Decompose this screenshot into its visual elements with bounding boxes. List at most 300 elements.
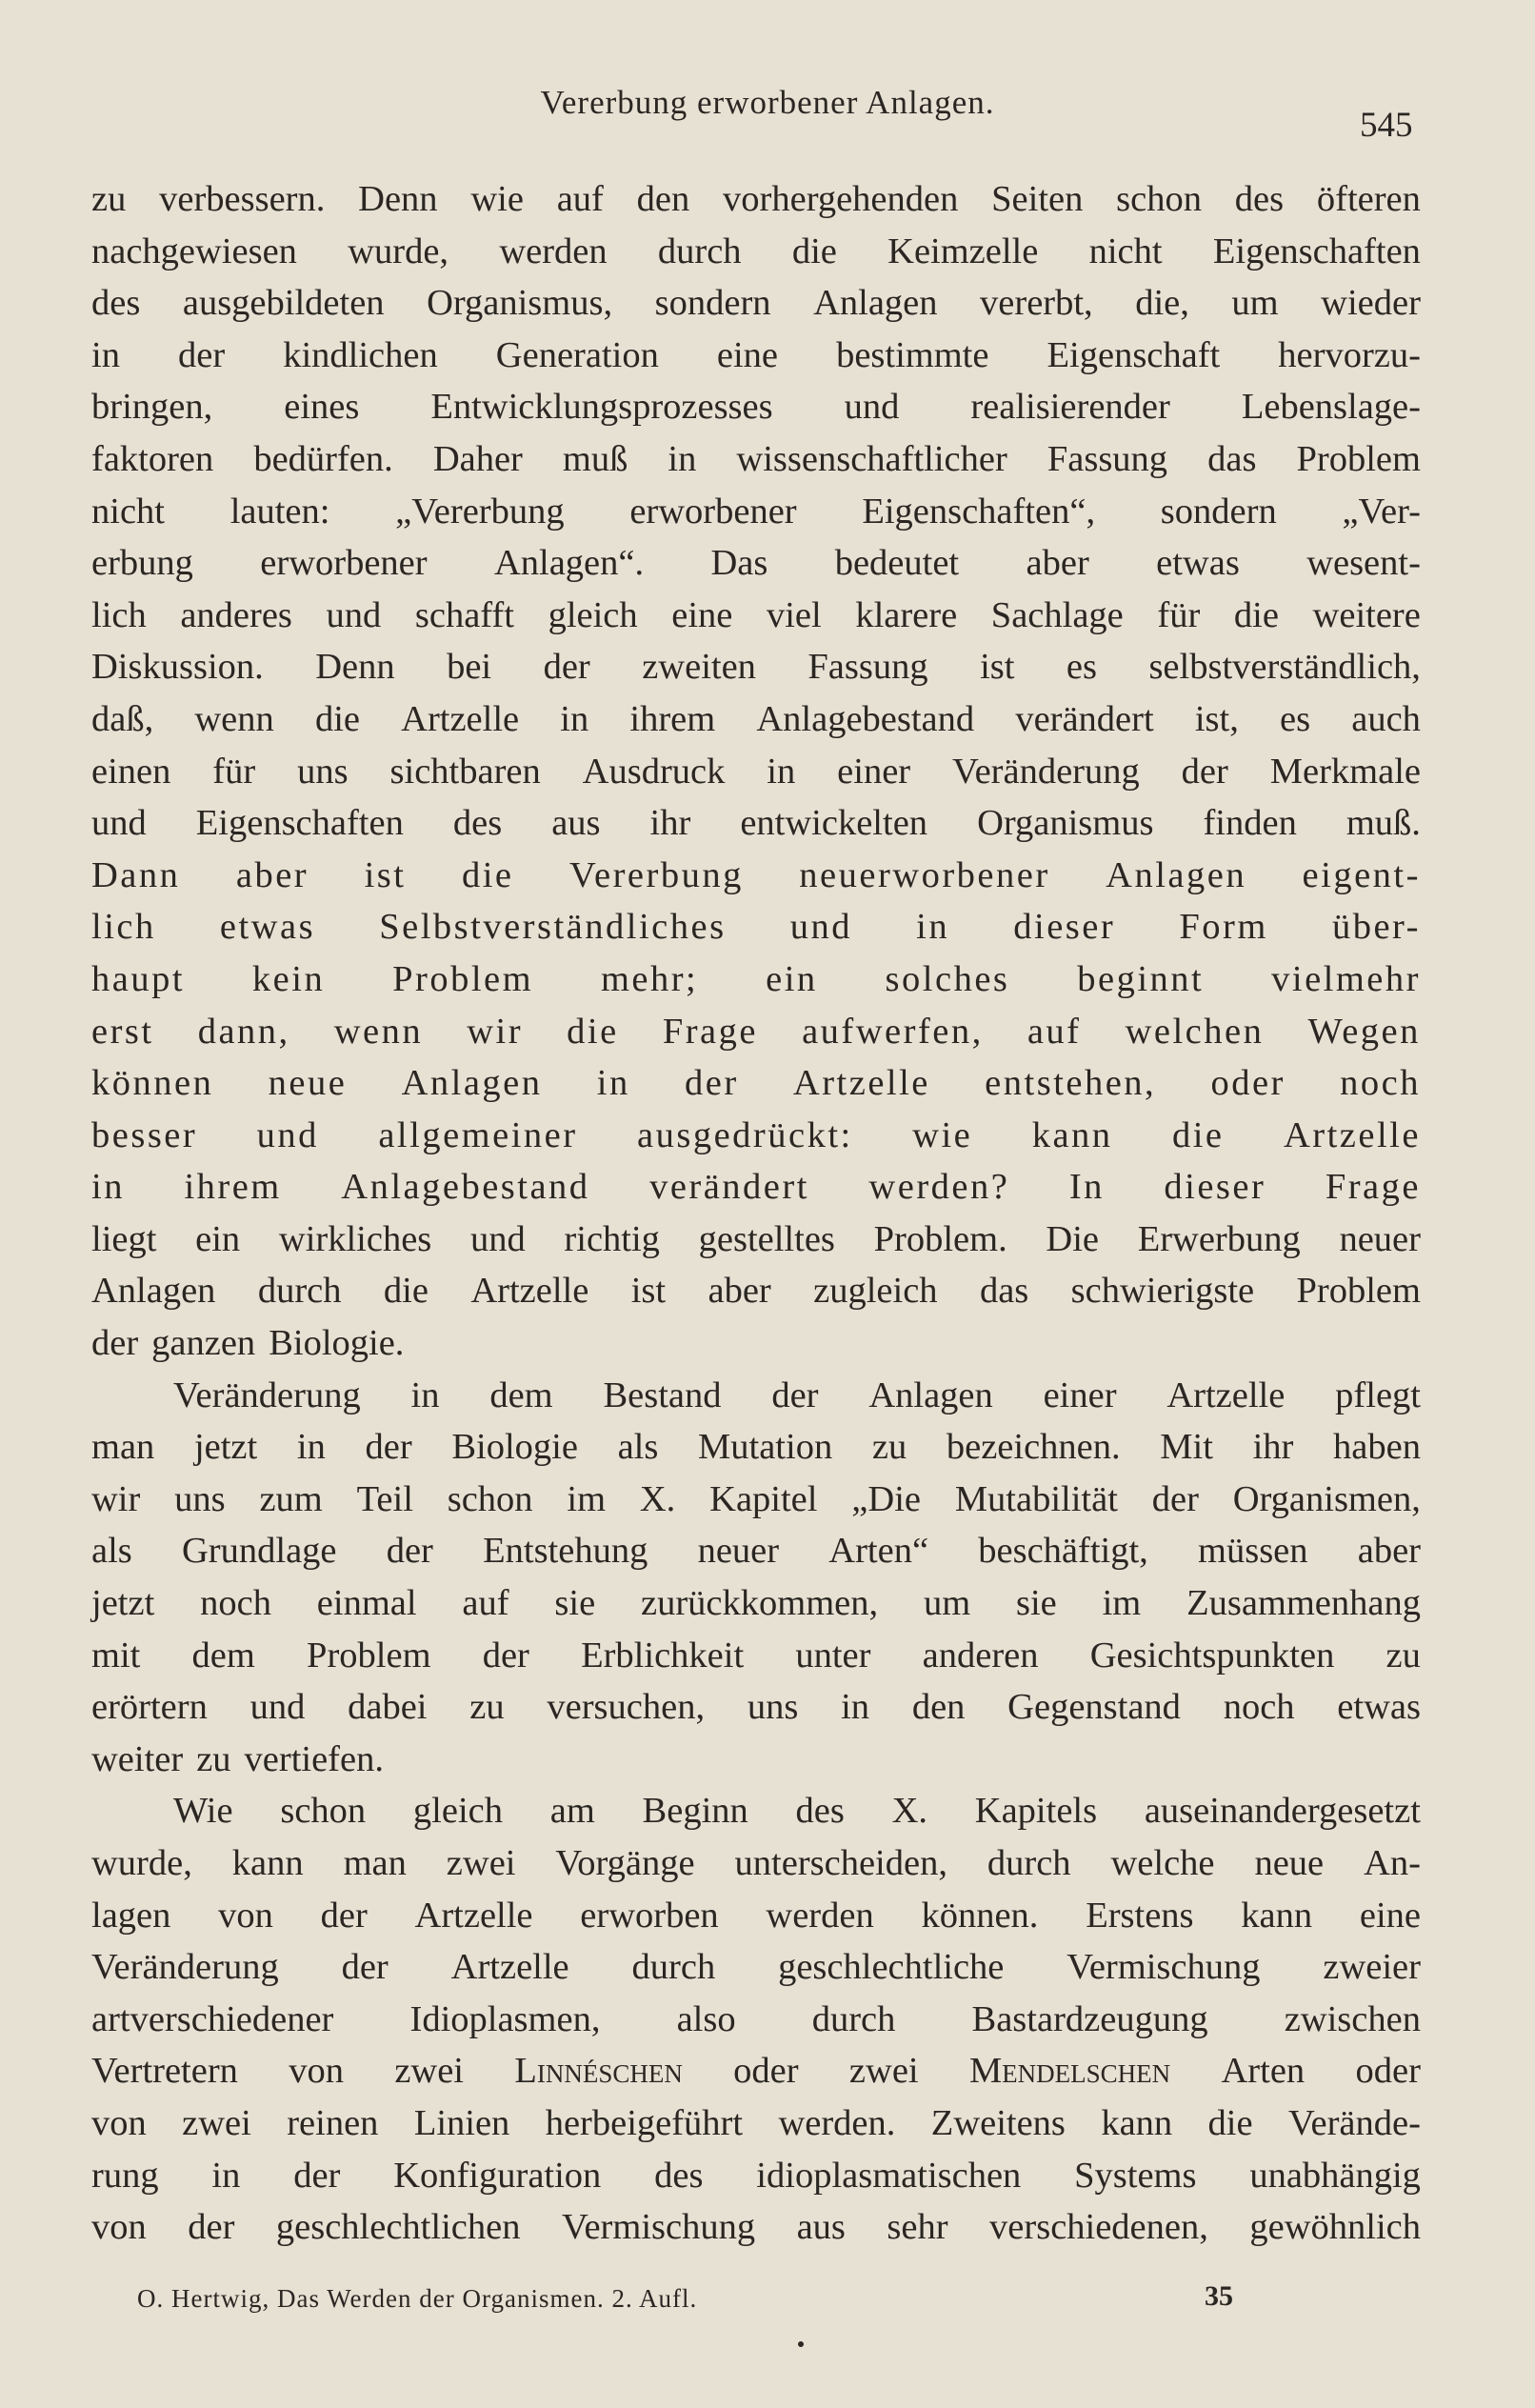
text-line: [91, 330, 1421, 382]
word: zweier: [1323, 1947, 1421, 1988]
word: anderes: [180, 594, 292, 635]
word: des: [654, 2155, 704, 2196]
word: wieder: [1321, 283, 1421, 324]
word: des: [452, 803, 503, 844]
word: zu: [91, 179, 127, 219]
word: aufwerfen,: [802, 1011, 984, 1052]
footer-citation: O. Hertwig, Das Werden der Organismen. 2. Aufl.: [137, 2284, 698, 2313]
word: zu: [469, 1687, 505, 1728]
word: uns: [747, 1687, 799, 1728]
word: etwas: [1337, 1687, 1421, 1728]
word: finden: [1203, 803, 1297, 844]
word: weiter: [91, 1738, 184, 1779]
word: Kapitel: [709, 1478, 818, 1519]
text-line: [91, 641, 1421, 693]
word: der: [1181, 751, 1228, 792]
word: der: [365, 1427, 412, 1468]
word: X.: [891, 1791, 928, 1832]
text-line: [91, 2201, 1421, 2254]
word: Anlagen: [813, 283, 938, 324]
word: durch: [657, 231, 742, 271]
text-line: [91, 590, 1421, 642]
word: Daher: [432, 438, 523, 479]
word: Verände-: [1287, 2102, 1421, 2143]
text-line: [91, 901, 1421, 953]
text-line: [91, 1006, 1421, 1058]
word: für: [212, 751, 256, 792]
word: idioplasmatischen: [756, 2155, 1022, 2196]
word: Artzelle: [1166, 1375, 1286, 1415]
word: in: [841, 1687, 870, 1728]
word: und: [249, 1687, 306, 1728]
word: der: [771, 1375, 819, 1415]
word: sehr: [887, 2207, 948, 2248]
word: kann: [1031, 1114, 1113, 1155]
word: im: [1102, 1583, 1142, 1624]
word: „Die: [851, 1478, 921, 1519]
word: einer: [837, 751, 911, 792]
word: muß.: [1346, 803, 1421, 844]
word: gleich: [412, 1791, 503, 1832]
word: noch: [1223, 1687, 1295, 1728]
word: durch: [631, 1947, 716, 1988]
word: Eigenschaften: [1212, 231, 1421, 271]
word: dann,: [197, 1011, 290, 1052]
word: wie: [912, 1114, 973, 1155]
word: bestimmte: [836, 334, 989, 375]
text-line: [91, 1630, 1421, 1682]
word: Teil: [356, 1478, 413, 1519]
word: noch: [200, 1583, 271, 1624]
word: neuerworbener: [799, 854, 1050, 895]
word: Gesichtspunkten: [1089, 1635, 1335, 1676]
word: auf: [462, 1583, 509, 1624]
word: artverschiedener: [91, 1998, 334, 2039]
word: Problem: [307, 1635, 431, 1676]
text-line: [91, 746, 1421, 798]
word: über-: [1331, 907, 1421, 948]
word: neue: [1254, 1843, 1325, 1883]
word: Artzelle: [401, 698, 520, 739]
word: zwei: [848, 2051, 919, 2092]
word: zu: [196, 1738, 231, 1779]
word: Kapitels: [974, 1791, 1098, 1832]
text-line: [91, 2045, 1421, 2097]
word: ganzen: [151, 1323, 256, 1364]
word: ist,: [1194, 698, 1239, 739]
word: ihr: [1252, 1427, 1294, 1468]
word: Vertretern: [91, 2051, 238, 2092]
word: die,: [1135, 283, 1189, 324]
text-line: [91, 537, 1421, 590]
text-line: [91, 277, 1421, 330]
text-line: [91, 173, 1421, 226]
word: Denn: [315, 647, 395, 688]
word: haupt: [91, 958, 186, 999]
word: den: [911, 1687, 966, 1728]
word: Problem.: [873, 1218, 1007, 1259]
word: beschäftigt,: [978, 1531, 1148, 1572]
word: Frage: [662, 1011, 758, 1052]
word: richtig: [564, 1218, 660, 1259]
word: die: [1233, 594, 1279, 635]
word: der: [684, 1063, 739, 1104]
word: Vermischung: [1067, 1947, 1261, 1988]
signature-mark: 35: [1205, 2280, 1233, 2312]
text-line: [91, 1110, 1421, 1162]
word: Ausdruck: [582, 751, 726, 792]
word: dem: [191, 1635, 255, 1676]
word: Fassung: [1047, 438, 1168, 479]
word: Selbstverständliches: [379, 907, 727, 948]
word: realisierender: [970, 387, 1170, 428]
word: entwickelten: [740, 803, 928, 844]
word: als: [617, 1427, 659, 1468]
word: neue: [268, 1063, 348, 1104]
word: Artzelle: [470, 1271, 589, 1312]
word: sichtbaren: [389, 751, 541, 792]
word: ausgebildeten: [182, 283, 385, 324]
word: der: [320, 1895, 368, 1936]
word: pflegt: [1335, 1375, 1421, 1415]
word: wesent-: [1306, 543, 1421, 584]
word: Eigenschaft: [1047, 334, 1221, 375]
word: Fassung: [807, 647, 928, 688]
text-line: [91, 1370, 1421, 1422]
word: Anlagen“.: [493, 543, 645, 584]
word: solches: [885, 958, 1010, 999]
word: ein: [195, 1218, 241, 1259]
word: ist: [980, 647, 1015, 688]
word: jetzt: [193, 1427, 258, 1468]
word: Veränderung: [173, 1375, 361, 1415]
word: eigent-: [1302, 854, 1421, 895]
word: öfteren: [1316, 179, 1421, 219]
word: um: [1231, 283, 1279, 324]
word: die: [791, 231, 837, 271]
word: und: [91, 803, 147, 844]
word: anderen: [922, 1635, 1039, 1676]
word: in: [91, 1167, 125, 1208]
word: das: [979, 1271, 1029, 1312]
word: Mutabilität: [954, 1478, 1118, 1519]
word: aber: [1357, 1531, 1421, 1572]
word: ist: [364, 854, 407, 895]
word: lagen: [91, 1895, 171, 1936]
word: „Ver-: [1342, 491, 1421, 532]
word: schon: [280, 1791, 367, 1832]
word: reinen: [287, 2102, 379, 2143]
running-head: Vererbung erworbener Anlagen.: [540, 84, 995, 121]
word: einer: [1043, 1375, 1117, 1415]
word: einen: [91, 751, 171, 792]
word: verbessern.: [159, 179, 326, 219]
word: aber: [1026, 543, 1089, 584]
word: durch: [257, 1271, 342, 1312]
word: gleich: [548, 594, 638, 635]
word: Erblichkeit: [581, 1635, 745, 1676]
word: die: [383, 1271, 429, 1312]
word: können: [91, 1063, 214, 1104]
word: die: [314, 698, 360, 739]
word: werden: [499, 231, 608, 271]
word: auf: [1027, 1011, 1082, 1052]
word: Systems: [1074, 2155, 1197, 2196]
word: Vorgänge: [555, 1843, 695, 1883]
word: rung: [91, 2155, 159, 2196]
page-number: 545: [1360, 106, 1413, 145]
word: muß: [562, 438, 628, 479]
word: sondern: [654, 283, 771, 324]
word: etwas: [219, 907, 316, 948]
word: können.: [921, 1895, 1039, 1936]
word: wenn: [194, 698, 274, 739]
word: Die: [1046, 1218, 1099, 1259]
word: Organismus: [977, 803, 1154, 844]
word: Denn: [358, 179, 438, 219]
word: haben: [1333, 1427, 1421, 1468]
word: Konfiguration: [393, 2155, 602, 2196]
word: auseinandergesetzt: [1144, 1791, 1421, 1832]
word: Anlagen: [1106, 854, 1247, 895]
word: Sachlage: [990, 594, 1124, 635]
word: Grundlage: [182, 1531, 337, 1572]
word: unterscheiden,: [734, 1843, 947, 1883]
word: ihrem: [629, 698, 716, 739]
word: aus: [551, 803, 601, 844]
word: Anlagen: [91, 1271, 216, 1312]
text-line: [91, 1837, 1421, 1890]
text-line: [91, 1214, 1421, 1266]
word: Idioplasmen,: [409, 1998, 601, 2039]
word: faktoren: [91, 438, 214, 479]
text-line: [91, 486, 1421, 538]
word: nicht: [1088, 231, 1163, 271]
word: zurückkommen,: [641, 1583, 879, 1624]
word: Arten: [1221, 2051, 1306, 2092]
word: durch: [811, 1998, 896, 2039]
word: Problem: [1296, 1271, 1421, 1312]
word: herbeigeführt: [545, 2102, 744, 2143]
word: zugleich: [813, 1271, 938, 1312]
word: aber: [708, 1271, 771, 1312]
word: aus: [796, 2207, 846, 2248]
text-line: [91, 1994, 1421, 2046]
word: Linnéschen: [514, 2051, 683, 2092]
word: kann: [1241, 1895, 1313, 1936]
word: ausgedrückt:: [637, 1114, 853, 1155]
word: nicht: [91, 491, 165, 532]
word: wurde,: [348, 231, 449, 271]
word: und: [326, 594, 382, 635]
word: verändert: [649, 1167, 809, 1208]
word: aber: [235, 854, 309, 895]
word: es: [1066, 647, 1097, 688]
word: viel: [766, 594, 822, 635]
word: versuchen,: [547, 1687, 706, 1728]
word: Anlagen: [401, 1063, 543, 1104]
word: des: [795, 1791, 845, 1832]
text-line: [91, 2097, 1421, 2150]
word: und: [469, 1218, 526, 1259]
text-line: [91, 1734, 1421, 1786]
word: unabhängig: [1249, 2155, 1421, 2196]
word: eine: [1359, 1895, 1421, 1936]
word: kann: [1101, 2102, 1173, 2143]
text-line: [91, 226, 1421, 278]
text-line: [91, 2150, 1421, 2202]
word: wirkliches: [278, 1218, 432, 1259]
word: welchen: [1125, 1011, 1265, 1052]
word: Linien: [413, 2102, 510, 2143]
word: in: [916, 907, 950, 948]
word: Merkmale: [1269, 751, 1421, 792]
word: und: [844, 387, 900, 428]
word: Veränderung: [952, 751, 1140, 792]
word: Beginn: [642, 1791, 748, 1832]
word: kann: [231, 1843, 304, 1883]
word: liegt: [91, 1218, 157, 1259]
word: In: [1068, 1167, 1105, 1208]
word: man: [343, 1843, 407, 1883]
text-line: [91, 1421, 1421, 1474]
word: geschlechtlichen: [275, 2207, 521, 2248]
word: kein: [251, 958, 326, 999]
word: sondern: [1160, 491, 1277, 532]
word: in: [767, 751, 796, 792]
word: erst: [91, 1011, 154, 1052]
word: zwei: [394, 2051, 464, 2092]
body-text: [91, 173, 1421, 2254]
word: sie: [554, 1583, 596, 1624]
word: dieser: [1164, 1167, 1266, 1208]
word: von: [91, 2102, 147, 2143]
text-line: [91, 693, 1421, 746]
word: werden.: [778, 2102, 896, 2143]
word: im: [567, 1478, 607, 1519]
word: ist: [630, 1271, 667, 1312]
word: erworben: [580, 1895, 719, 1936]
word: Vermischung: [561, 2207, 756, 2248]
text-line: [91, 1474, 1421, 1526]
word: der: [188, 2207, 235, 2248]
word: bezeichnen.: [946, 1427, 1121, 1468]
word: einmal: [316, 1583, 417, 1624]
word: der: [543, 647, 590, 688]
word: wurde,: [91, 1843, 192, 1883]
word: verändert: [1015, 698, 1154, 739]
word: Organismen,: [1232, 1478, 1421, 1519]
word: Dann: [91, 854, 181, 895]
word: „Vererbung: [395, 491, 565, 532]
text-line: [91, 1265, 1421, 1317]
word: Organismus,: [427, 283, 613, 324]
word: und: [789, 907, 852, 948]
word: Artzelle: [414, 1895, 533, 1936]
text-line: [91, 1317, 1421, 1370]
word: jetzt: [91, 1583, 155, 1624]
word: ihrem: [184, 1167, 282, 1208]
word: Problem: [1296, 438, 1421, 479]
word: am: [549, 1791, 595, 1832]
word: die: [1171, 1114, 1225, 1155]
word: geschlechtliche: [778, 1947, 1005, 1988]
word: Artzelle: [450, 1947, 569, 1988]
word: von: [289, 2051, 344, 2092]
word: Erwerbung: [1137, 1218, 1301, 1259]
word: wenn: [333, 1011, 424, 1052]
word: die: [461, 854, 514, 895]
word: schafft: [414, 594, 514, 635]
word: vielmehr: [1271, 958, 1421, 999]
word: in: [296, 1427, 326, 1468]
word: zwei: [446, 1843, 516, 1883]
word: Anlagebestand: [341, 1167, 590, 1208]
word: zwischen: [1284, 1998, 1421, 2039]
word: selbstverständlich,: [1148, 647, 1421, 688]
word: lich: [91, 594, 147, 635]
word: es: [1280, 698, 1311, 739]
word: schon: [447, 1478, 533, 1519]
word: bedürfen.: [253, 438, 393, 479]
word: man: [91, 1427, 155, 1468]
word: allgemeiner: [378, 1114, 578, 1155]
word: zweiten: [642, 647, 756, 688]
word: Entwicklungsprozesses: [430, 387, 773, 428]
word: ein: [766, 958, 818, 999]
text-line: [91, 1057, 1421, 1110]
word: Zusammenhang: [1186, 1583, 1421, 1624]
word: von: [218, 1895, 273, 1936]
word: unter: [795, 1635, 871, 1676]
word: eine: [716, 334, 779, 375]
word: als: [91, 1531, 132, 1572]
word: das: [1207, 438, 1257, 479]
word: Entstehung: [483, 1531, 648, 1572]
word: sie: [1015, 1583, 1057, 1624]
word: Generation: [495, 334, 659, 375]
word: der: [341, 1947, 389, 1988]
word: schon: [1116, 179, 1202, 219]
word: werden: [766, 1895, 874, 1936]
text-line: [91, 1161, 1421, 1214]
word: Anlagebestand: [756, 698, 975, 739]
text-line: [91, 953, 1421, 1006]
text-line: [91, 1890, 1421, 1942]
word: Erstens: [1086, 1895, 1194, 1936]
word: etwas: [1156, 543, 1240, 584]
word: neuer: [697, 1531, 780, 1572]
word: Veränderung: [91, 1947, 279, 1988]
word: und: [256, 1114, 319, 1155]
word: zum: [259, 1478, 323, 1519]
word: Biologie: [451, 1427, 578, 1468]
word: klarere: [855, 594, 958, 635]
word: lich: [91, 907, 156, 948]
text-line: [91, 433, 1421, 486]
word: weitere: [1312, 594, 1421, 635]
word: mit: [91, 1635, 141, 1676]
word: wir: [467, 1011, 524, 1052]
word: gestelltes: [698, 1218, 835, 1259]
word: nachgewiesen: [91, 231, 297, 271]
word: zu: [1385, 1635, 1421, 1676]
word: Lebenslage-: [1241, 387, 1421, 428]
word: der: [178, 334, 226, 375]
word: Zweitens: [930, 2102, 1066, 2143]
word: neuer: [1339, 1218, 1421, 1259]
word: der: [1151, 1478, 1199, 1519]
